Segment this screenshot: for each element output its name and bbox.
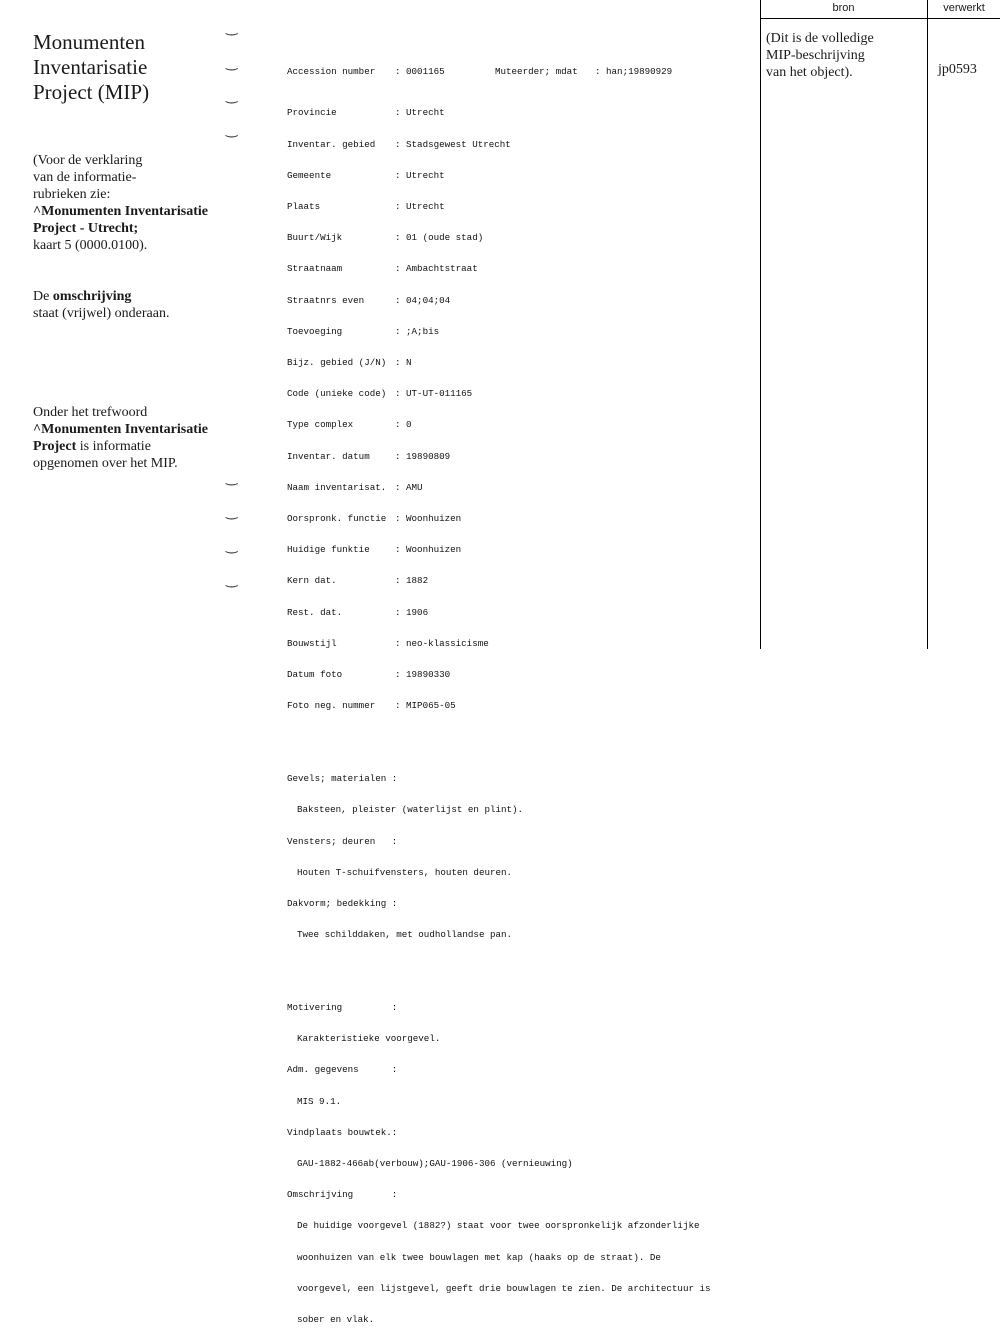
header-divider	[760, 18, 1000, 19]
field-value: : 01 (oude stad)	[395, 232, 484, 244]
desc-line: (Dit is de volledige	[766, 31, 874, 46]
section-value: Baksteen, pleister (waterlijst en plint).	[297, 804, 524, 816]
section-label: Dakvorm; bedekking :	[287, 897, 398, 909]
section-label: Vensters; deuren :	[287, 835, 398, 847]
section-label: Omschrijving :	[287, 1189, 398, 1201]
note-line: staat (vrijwel) onderaan.	[33, 306, 170, 321]
punch-mark: ‿	[226, 504, 238, 520]
field-key: Straatnaam	[287, 263, 343, 275]
field-key: Toevoeging	[287, 325, 343, 337]
section-label: Gevels; materialen :	[287, 773, 398, 785]
field-key: Huidige funktie	[287, 544, 370, 556]
record-field	[287, 264, 757, 274]
record-field	[287, 639, 757, 649]
field-value: : 19890330	[395, 669, 451, 681]
bron-header: bron	[832, 2, 855, 14]
field-value: : Stadsgewest Utrecht	[395, 138, 511, 150]
keyword-note	[33, 404, 228, 472]
field-key: Code (unieke code)	[287, 388, 387, 400]
mutator-value: : han;19890929	[595, 65, 673, 77]
left-column	[33, 30, 223, 471]
column-divider	[760, 0, 761, 649]
field-key: Datum foto	[287, 669, 343, 681]
field-value: : 19890809	[395, 450, 451, 462]
field-value: : 04;04;04	[395, 294, 451, 306]
field-value: : Ambachtstraat	[395, 263, 478, 275]
field-value: : neo-klassicisme	[395, 637, 489, 649]
record-field	[287, 296, 757, 306]
field-value: : N	[395, 357, 412, 369]
source-panel	[760, 0, 1000, 649]
note-line: opgenomen over het MIP.	[33, 456, 178, 471]
note-line: van de informatie-	[33, 170, 137, 185]
field-key: Provincie	[287, 107, 337, 119]
description-line: voorgevel, een lijstgevel, geeft drie bouwlagen te zien. De architectuur is	[297, 1282, 711, 1294]
section-value: GAU-1882-466ab(verbouw);GAU-1906-306 (vernieuwing)	[297, 1157, 573, 1169]
section-value: Twee schilddaken, met oudhollandse pan.	[297, 929, 513, 941]
section-value: Karakteristieke voorgevel.	[297, 1033, 441, 1045]
section-label: Adm. gegevens :	[287, 1064, 398, 1076]
note-line: rubrieken zie:	[33, 187, 111, 202]
punch-mark: ‿	[226, 55, 238, 71]
field-key: Gemeente	[287, 169, 332, 181]
page-title	[33, 30, 223, 105]
punch-mark: ‿	[226, 470, 238, 486]
field-value: : 0	[395, 419, 412, 431]
section-value: MIS 9.1.	[297, 1095, 342, 1107]
note-line: (Voor de verklaring	[33, 153, 143, 168]
field-value: : Utrecht	[395, 107, 445, 119]
record-field	[287, 327, 757, 337]
record-field	[287, 171, 757, 181]
desc-line: van het object).	[766, 65, 853, 80]
field-value: : Utrecht	[395, 169, 445, 181]
title-line: Project (MIP)	[33, 80, 150, 104]
note-line: Project is informatie	[33, 439, 151, 454]
note-bold-line: ^Monumenten Inventarisatie	[33, 204, 208, 219]
record-field	[287, 140, 757, 150]
record-field	[287, 670, 757, 680]
field-value: : 0001165	[395, 65, 445, 77]
description-line: sober en vlak.	[297, 1313, 375, 1325]
field-key: Naam inventarisat.	[287, 481, 387, 493]
description-line: De huidige voorgevel (1882?) staat voor twee oorspronkelijk afzonderlijke	[297, 1220, 700, 1232]
field-value: : AMU	[395, 481, 423, 493]
field-value: : 1906	[395, 606, 429, 618]
note-bold-line: Project - Utrecht;	[33, 221, 139, 236]
record-field	[287, 514, 757, 524]
record-field	[287, 108, 757, 118]
field-key: Foto neg. nummer	[287, 700, 376, 712]
field-key: Type complex	[287, 419, 354, 431]
field-value: : 1882	[395, 575, 429, 587]
record-field	[287, 483, 757, 493]
field-key: Inventar. gebied	[287, 138, 376, 150]
field-value: : Woonhuizen	[395, 513, 462, 525]
field-key: Inventar. datum	[287, 450, 370, 462]
field-key: Accession number	[287, 65, 376, 77]
processed-code: jp0593	[938, 62, 977, 77]
field-key: Rest. dat.	[287, 606, 343, 618]
field-key: Kern dat.	[287, 575, 337, 587]
field-value: : UT-UT-011165	[395, 388, 473, 400]
section-label: Vindplaats bouwtek.:	[287, 1126, 398, 1138]
record-field	[287, 358, 757, 368]
title-line: Monumenten	[33, 30, 145, 54]
record-field	[287, 608, 757, 618]
record-field	[287, 701, 757, 711]
punch-mark: ‿	[226, 122, 238, 138]
field-value: : Woonhuizen	[395, 544, 462, 556]
section-label: Motivering :	[287, 1001, 398, 1013]
mip-record	[287, 46, 757, 1336]
record-field	[287, 233, 757, 243]
field-key: Bouwstijl	[287, 637, 337, 649]
field-value: : Utrecht	[395, 201, 445, 213]
field-value: : ;A;bis	[395, 325, 440, 337]
punch-mark: ‿	[226, 88, 238, 104]
source-description	[766, 30, 926, 81]
field-key: Bijz. gebied (J/N)	[287, 357, 387, 369]
record-field	[287, 389, 757, 399]
punch-mark: ‿	[226, 538, 238, 554]
field-value: : MIP065-05	[395, 700, 456, 712]
desc-line: MIP-beschrijving	[766, 48, 865, 63]
description-line: woonhuizen van elk twee bouwlagen met kap (haaks op de straat). De	[297, 1251, 661, 1263]
field-key: Buurt/Wijk	[287, 232, 343, 244]
record-field	[287, 452, 757, 462]
reference-note	[33, 152, 228, 254]
verwerkt-header: verwerkt	[943, 2, 985, 14]
field-key: Oorspronk. functie	[287, 513, 387, 525]
record-field	[287, 420, 757, 430]
mutator-label: Muteerder; mdat	[495, 65, 578, 77]
note-line: Onder het trefwoord	[33, 405, 148, 420]
column-divider	[927, 0, 928, 649]
punch-mark: ‿	[226, 572, 238, 588]
field-key: Plaats	[287, 201, 321, 213]
note-line: De omschrijving	[33, 289, 132, 304]
record-field	[287, 545, 757, 555]
title-line: Inventarisatie	[33, 55, 148, 79]
description-note	[33, 288, 228, 322]
field-key: Straatnrs even	[287, 294, 365, 306]
note-bold-line: ^Monumenten Inventarisatie	[33, 422, 208, 437]
section-value: Houten T-schuifvensters, houten deuren.	[297, 866, 513, 878]
punch-mark: ‿	[226, 20, 238, 36]
note-line: kaart 5 (0000.0100).	[33, 238, 148, 253]
record-field	[287, 576, 757, 586]
binder-marks	[226, 0, 240, 649]
record-field	[287, 202, 757, 212]
record-header-row	[287, 67, 757, 77]
